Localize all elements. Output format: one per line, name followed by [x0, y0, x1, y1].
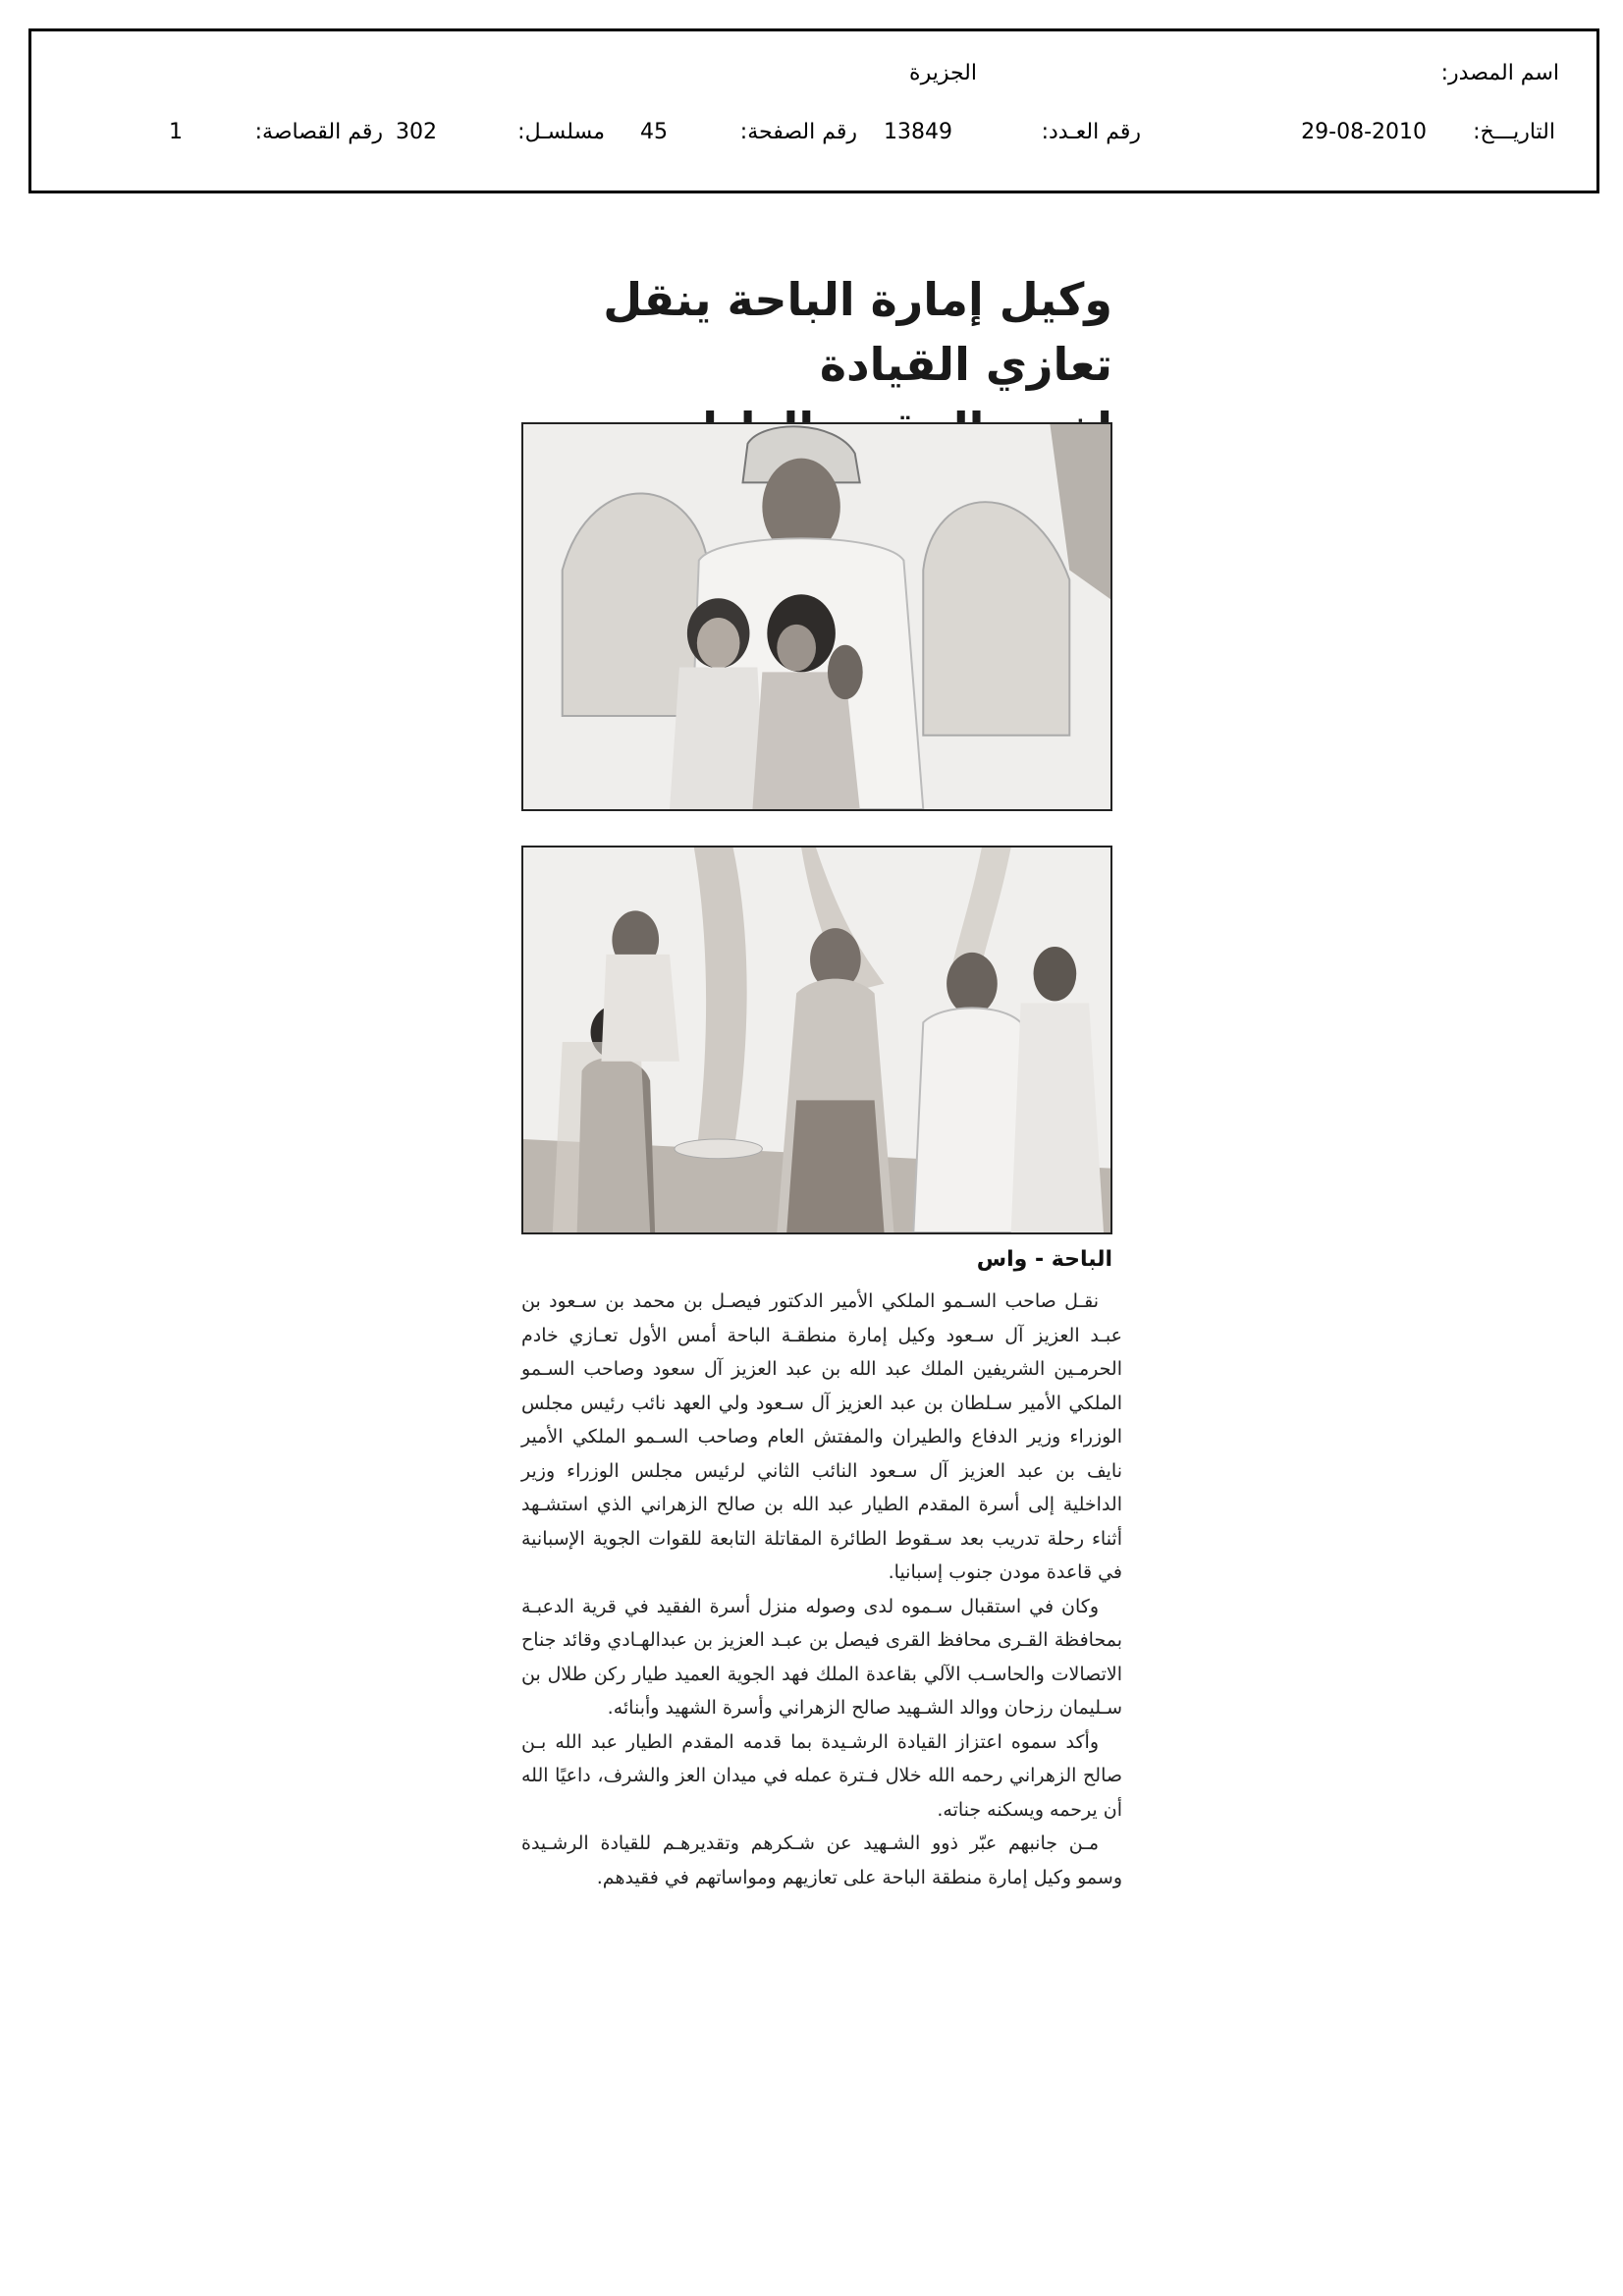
photo-2-illustration [523, 847, 1110, 1232]
headline-line-1: وكيل إمارة الباحة ينقل تعازي القيادة [603, 273, 1112, 391]
article-paragraph: مـن جانبهم عبّر ذوو الشـهيد عن شـكرهم وتقديرهـم للقيادة الرشـيدة وسمو وكيل إمارة منطقة الباحة على تعازيهم ومواساتهم في فقيدهم. [521, 1832, 1122, 1888]
article-body [521, 1285, 1122, 1894]
clip-value: 1 [169, 120, 183, 144]
date-value: 29-08-2010 [1301, 120, 1427, 144]
source-label: اسم المصدر: [1440, 61, 1559, 85]
clipping-info-box [28, 28, 1599, 193]
photo-family-gathering [521, 846, 1112, 1234]
page-label: رقم الصفحة: [739, 120, 857, 144]
photo-1-illustration [523, 424, 1110, 809]
source-value: الجزيرة [909, 61, 977, 85]
date-label: التاريـــخ: [1473, 120, 1555, 144]
clip-label: رقم القصاصة: [254, 120, 383, 144]
issue-label: رقم العـدد: [1041, 120, 1141, 144]
photo-official-with-children [521, 422, 1112, 811]
article-paragraph: وكان في استقبال سـموه لدى وصوله منزل أسرة الفقيد في قرية الدعبـة بمحافظة القـرى محافظ القرى فيصل بن عبـد العزيز بن عبدالهـادي وقائد جناح الاتصالات والحاسـب الآلي بقاعدة الملك فهد الجوية العميد طيار ركن طلال بن سـليمان رزحان ووالد الشـهيد صالح الزهراني وأسرة الشهيد وأبنائه. [521, 1595, 1122, 1719]
page-value: 45 [640, 120, 668, 144]
article-paragraph: وأكد سموه اعتزاز القيادة الرشـيدة بما قدمه المقدم الطيار عبد الله بـن صالح الزهراني رحمه الله خلال فـترة عمله في ميدان العز والشرف، داعيًا الله أن يرحمه ويسكنه جناته. [521, 1730, 1122, 1821]
serial-label: مسلسـل: [517, 120, 605, 144]
issue-value: 13849 [884, 120, 952, 144]
article-paragraph: نقـل صاحب السـمو الملكي الأمير الدكتور فيصـل بن محمد بن سـعود بن عبـد العزيز آل سـعود وكيل إمارة منطقـة الباحة أمس الأول تعـازي خادم الحرمـين الشريفين الملك عبد الله بن عبد العزيز آل سعود وصاحب السـمو الملكي الأمير سـلطان بن عبد العزيز آل سـعود ولي العهد نائب رئيس مجلس الوزراء وزير الدفاع والطيران والمفتش العام وصاحب السـمو الملكي الأمير نايف بن عبد العزيز آل سـعود النائب الثاني لرئيس مجلس الوزراء وزير الداخلية إلى أسرة المقدم الطيار عبد الله بن صالح الزهراني الذي استشـهد أثناء رحلة تدريب بعد سـقوط الطائرة المقاتلة التابعة للقوات الجوية الإسبانية في قاعدة مودن جنوب إسبانيا. [521, 1290, 1122, 1583]
serial-value: 302 [396, 120, 437, 144]
article-dateline: الباحة - واس [976, 1247, 1112, 1272]
